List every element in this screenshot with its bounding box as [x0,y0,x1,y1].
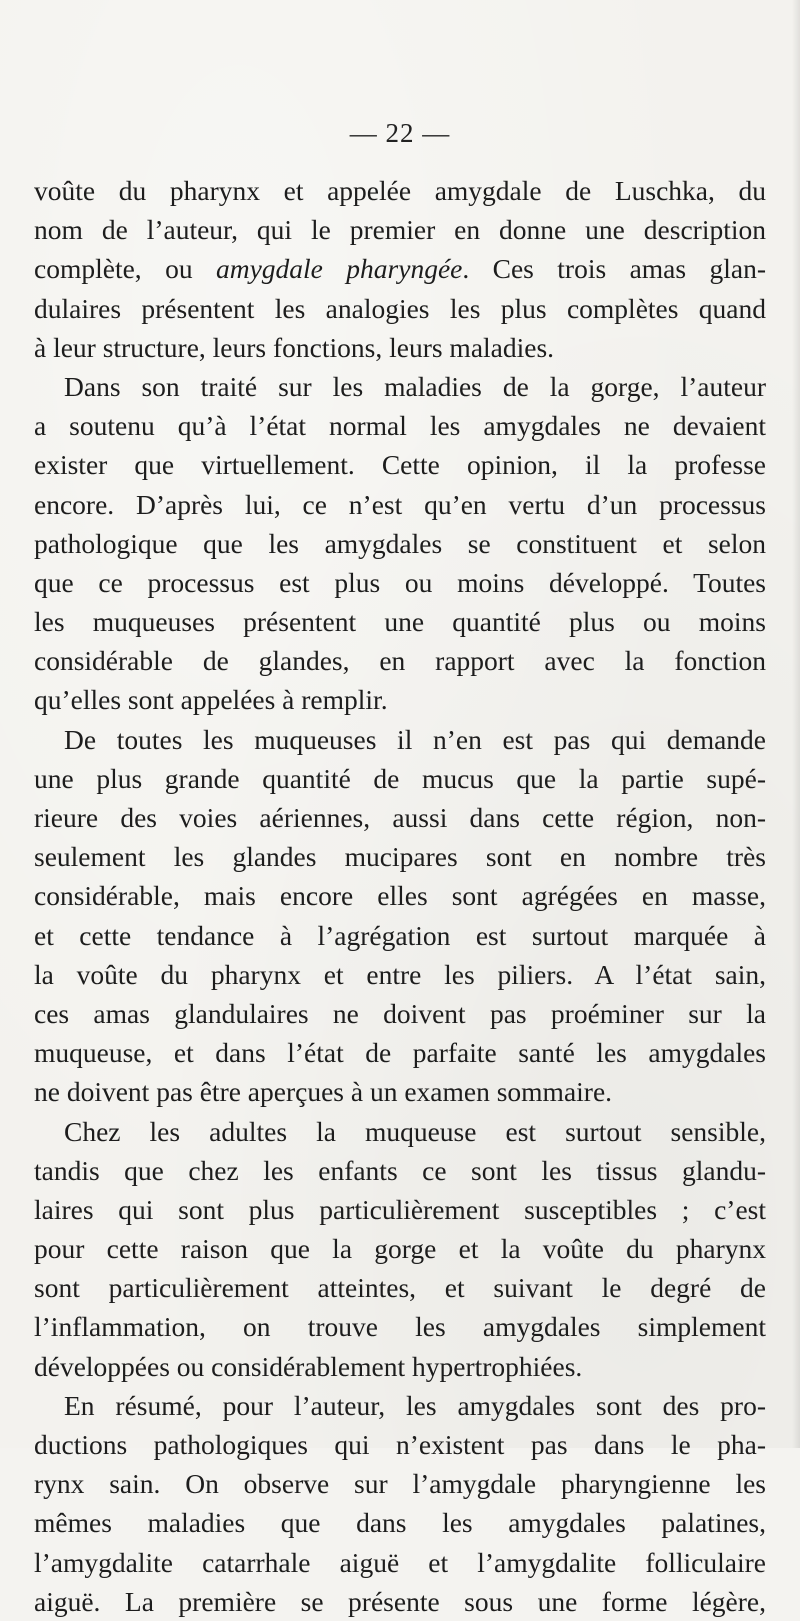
text-segment: laires qui sont plus particulièrement susceptibles ; c’est [34,1193,766,1225]
text-segment: De toutes les muqueuses il n’en est pas qui demande [64,723,766,755]
text-segment: développées ou considérablement hypertrophiées. [34,1350,583,1382]
text-segment: pour cette raison que la gorge et la voûte du pharynx [34,1233,766,1265]
text-segment: aiguë. La première se présente sous une forme légère, [34,1585,766,1617]
text-line [34,680,766,719]
text-line [34,1307,766,1346]
text-segment: à leur structure, leurs fonctions, leurs maladies. [34,331,555,363]
text-line [34,759,766,798]
text-segment: Chez les adultes la muqueuse est surtout sensible, [64,1115,766,1147]
text-line [34,367,766,406]
text-line [34,1268,766,1307]
text-segment: considérable, mais encore elles sont agrégées en masse, [34,880,766,912]
text-segment: exister que virtuellement. Cette opinion, il la professe [34,449,766,481]
text-segment: a soutenu qu’à l’état normal les amygdales ne devaient [34,410,766,442]
text-segment: rynx sain. On observe sur l’amygdale pharyngienne les [34,1468,766,1500]
page-number: — 22 — [349,118,451,148]
text-line [34,1425,766,1464]
text-line [34,798,766,837]
text-line [34,1347,766,1386]
text-line [34,876,766,915]
text-segment: dulaires présentent les analogies les plus complètes quand [34,292,766,324]
text-line [34,171,766,210]
text-segment: pathologique que les amygdales se constituent et selon [34,527,766,559]
text-line [34,289,766,328]
text-segment: tandis que chez les enfants ce sont les tissus glandu- [34,1154,766,1186]
text-line [34,328,766,367]
text-line [34,955,766,994]
text-line [34,249,766,288]
text-segment: mêmes maladies que dans les amygdales palatines, [34,1507,766,1539]
text-line [34,1072,766,1111]
text-line [34,641,766,680]
italic-term: amygdale pharyngée [215,253,463,285]
text-segment: encore. D’après lui, ce n’est qu’en vertu d’un processus [34,488,766,520]
text-line [34,1582,766,1621]
text-line [34,1464,766,1503]
text-segment: En résumé, pour l’auteur, les amygdales sont des pro- [64,1389,766,1421]
text-segment: nom de l’auteur, qui le premier en donne une description [34,214,766,246]
text-line [34,1503,766,1542]
text-segment: ne doivent pas être aperçues à un examen sommaire. [34,1076,613,1108]
text-line [34,210,766,249]
text-segment: muqueuse, et dans l’état de parfaite santé les amygdales [34,1037,766,1069]
text-line [34,1543,766,1582]
body-text [34,171,766,1621]
text-segment: considérable de glandes, en rapport avec la fonction [34,645,766,677]
text-segment: voûte du pharynx et appelée amygdale de Luschka, du [34,175,766,206]
text-line [34,602,766,641]
text-line [34,1190,766,1229]
text-segment: et cette tendance à l’agrégation est surtout marquée à [34,919,766,951]
text-segment: les muqueuses présentent une quantité plus ou moins [34,606,766,638]
text-segment: complète, ou [34,253,216,285]
text-segment: une plus grande quantité de mucus que la partie supé- [34,762,766,794]
text-line [34,1229,766,1268]
text-line [34,406,766,445]
text-segment: ces amas glandulaires ne doivent pas proéminer sur la [34,997,766,1029]
text-line [34,485,766,524]
text-line [34,837,766,876]
text-segment: sont particulièrement atteintes, et suivant le degré de [34,1272,766,1304]
text-line [34,1112,766,1151]
text-segment: que ce processus est plus ou moins développé. Toutes [34,566,766,598]
text-line [34,720,766,759]
text-segment: l’amygdalite catarrhale aiguë et l’amygdalite folliculaire [34,1546,766,1578]
text-segment: Dans son traité sur les maladies de la gorge, l’auteur [64,370,766,402]
text-line [34,994,766,1033]
text-line [34,563,766,602]
text-segment: rieure des voies aériennes, aussi dans cette région, non- [34,802,766,833]
text-line [34,1033,766,1072]
text-line [34,524,766,563]
text-segment: seulement les glandes mucipares sont en nombre très [34,841,766,873]
text-segment: la voûte du pharynx et entre les piliers. A l’état sain, [34,958,766,990]
text-segment: ductions pathologiques qui n’existent pas dans le pha- [34,1429,766,1460]
text-segment: qu’elles sont appelées à remplir. [34,684,388,716]
text-line [34,916,766,955]
text-line [34,1386,766,1425]
text-segment: l’inflammation, on trouve les amygdales simplement [34,1311,766,1343]
text-line [34,445,766,484]
text-line [34,1151,766,1190]
text-segment: . Ces trois amas glan- [462,253,766,285]
